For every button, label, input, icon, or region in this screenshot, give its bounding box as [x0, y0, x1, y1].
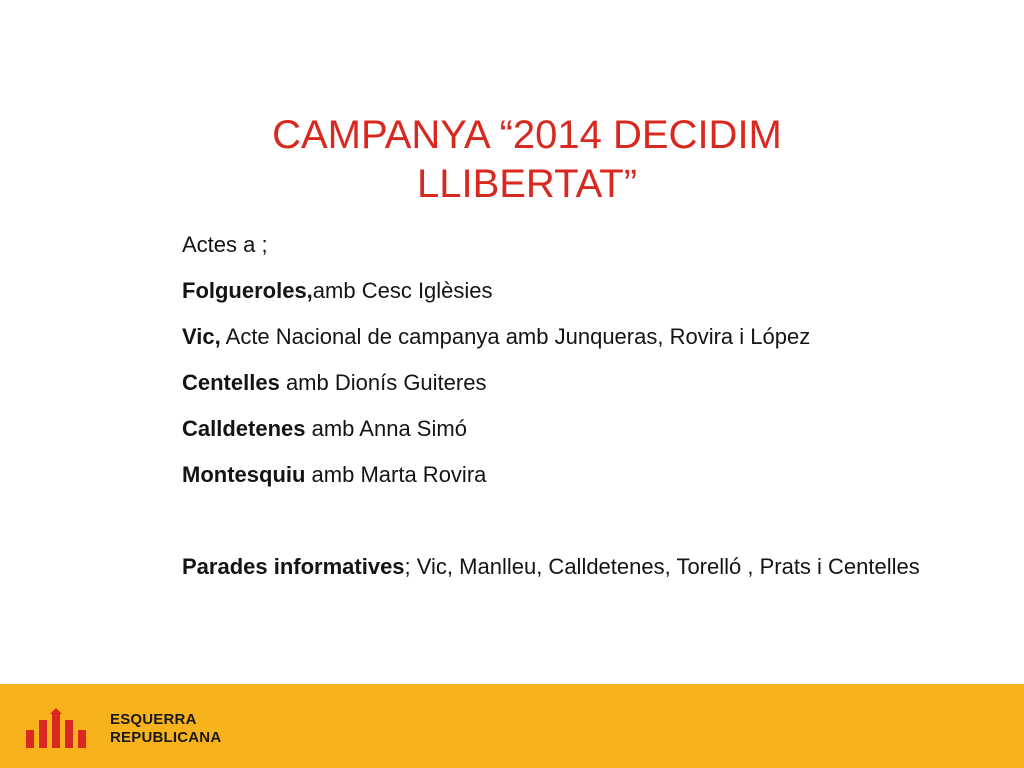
event-item: [182, 452, 972, 498]
event-place: Vic,: [182, 324, 221, 349]
event-detail: Acte Nacional de campanya amb Junqueras, Rovira i López: [220, 324, 811, 349]
event-detail: amb Cesc Iglèsies: [312, 278, 493, 303]
footer-bar: [0, 684, 1024, 768]
event-place: Calldetenes: [182, 416, 306, 441]
intro-text: Actes a ;: [182, 232, 268, 257]
event-place: Centelles: [182, 370, 280, 395]
esquerra-republicana-logo-icon: [22, 708, 102, 748]
event-place: Montesquiu: [182, 462, 306, 487]
slide-title-line-1: CAMPANYA “2014 DECIDIM: [272, 113, 782, 157]
event-item: [182, 314, 972, 360]
logo-line-1: ESQUERRA: [110, 711, 197, 728]
event-detail: amb Marta Rovira: [305, 462, 487, 487]
slide-body: [182, 222, 972, 590]
spacer: [182, 498, 972, 544]
event-item: [182, 360, 972, 406]
event-item: [182, 268, 972, 314]
slide-title-line-2: LLIBERTAT”: [416, 162, 638, 206]
stands-detail: ; Vic, Manlleu, Calldetenes, Torelló , Prats i Centelles: [404, 554, 920, 579]
event-detail: amb Dionís Guiteres: [279, 370, 487, 395]
stands-item: [182, 544, 972, 590]
event-item: [182, 406, 972, 452]
slide-title: [180, 111, 874, 209]
event-place: Folgueroles,: [182, 278, 313, 303]
logo-line-2: REPUBLICANA: [110, 729, 222, 746]
logo-wordmark: [110, 711, 221, 747]
event-detail: amb Anna Simó: [305, 416, 467, 441]
stands-label: Parades informatives: [182, 554, 405, 579]
